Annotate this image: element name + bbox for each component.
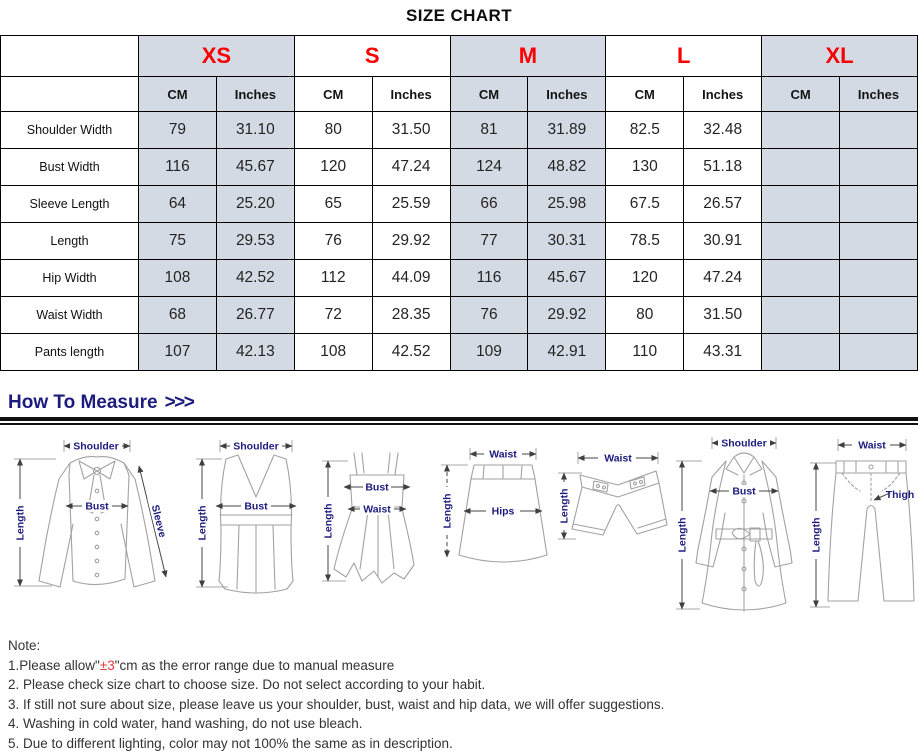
size-value-cell: 42.91 (528, 334, 606, 371)
vest-length-label: Length (196, 505, 209, 541)
notes-heading: Note: (8, 638, 41, 653)
size-value-cell: 78.5 (606, 223, 684, 260)
size-value-cell: 108 (294, 334, 372, 371)
size-value-cell (762, 260, 840, 297)
size-value-cell: 108 (139, 260, 217, 297)
unit-header: Inches (840, 77, 918, 112)
chevron-right-icon: >>> (164, 392, 194, 413)
size-value-cell (762, 186, 840, 223)
size-value-cell: 64 (139, 186, 217, 223)
unit-header: Inches (528, 77, 606, 112)
size-value-cell: 31.50 (372, 112, 450, 149)
size-header-l: L (606, 36, 762, 77)
skirt-diagram (441, 448, 547, 562)
note-line-2: 2. Please check size chart to choose size. Do not select according to your habit. (8, 677, 486, 692)
row-label: Sleeve Length (1, 186, 139, 223)
note-1-tolerance: ±3 (99, 657, 115, 673)
unit-header: Inches (372, 77, 450, 112)
size-value-cell: 72 (294, 297, 372, 334)
size-value-cell: 51.18 (684, 149, 762, 186)
size-value-cell: 107 (139, 334, 217, 371)
note-line-4: 4. Washing in cold water, hand washing, do not use bleach. (8, 716, 363, 731)
size-value-cell: 45.67 (216, 149, 294, 186)
size-value-cell: 120 (294, 149, 372, 186)
table-row (1, 112, 918, 149)
shorts-diagram (558, 452, 667, 539)
size-header-xl: XL (762, 36, 918, 77)
size-value-cell (762, 334, 840, 371)
row-label: Bust Width (1, 149, 139, 186)
size-value-cell: 42.13 (216, 334, 294, 371)
size-value-cell: 31.89 (528, 112, 606, 149)
vest-diagram (196, 440, 296, 593)
size-value-cell: 66 (450, 186, 528, 223)
blouse-length-label: Length (14, 505, 27, 541)
unit-header: Inches (216, 77, 294, 112)
unit-header: CM (606, 77, 684, 112)
size-value-cell: 31.50 (684, 297, 762, 334)
coat-length-label: Length (676, 517, 689, 553)
shorts-waist-label: Waist (604, 452, 632, 465)
size-value-cell: 31.10 (216, 112, 294, 149)
size-value-cell (762, 223, 840, 260)
note-line-3: 3. If still not sure about size, please leave us your shoulder, bust, waist and hip data, we will offer suggestions. (8, 696, 665, 712)
section-divider (0, 417, 918, 425)
size-value-cell: 116 (450, 260, 528, 297)
size-value-cell: 44.09 (372, 260, 450, 297)
size-value-cell: 42.52 (372, 334, 450, 371)
size-value-cell (762, 149, 840, 186)
unit-header: CM (294, 77, 372, 112)
size-value-cell: 75 (139, 223, 217, 260)
coat-diagram (676, 437, 792, 611)
size-value-cell: 30.91 (684, 223, 762, 260)
unit-header: CM (450, 77, 528, 112)
size-value-cell: 116 (139, 149, 217, 186)
size-header-s: S (294, 36, 450, 77)
shorts-length-label: Length (558, 488, 571, 524)
size-value-cell: 67.5 (606, 186, 684, 223)
skirt-length-label: Length (441, 493, 454, 529)
size-value-cell: 112 (294, 260, 372, 297)
size-value-cell: 68 (139, 297, 217, 334)
size-value-cell: 43.31 (684, 334, 762, 371)
row-label: Shoulder Width (1, 112, 139, 149)
table-row (1, 223, 918, 260)
size-value-cell: 130 (606, 149, 684, 186)
unit-header: CM (762, 77, 840, 112)
size-value-cell (840, 334, 918, 371)
size-header-row (1, 36, 918, 77)
size-value-cell (840, 297, 918, 334)
size-value-cell: 25.98 (528, 186, 606, 223)
row-label: Waist Width (1, 297, 139, 334)
size-value-cell: 45.67 (528, 260, 606, 297)
pants-diagram (810, 439, 914, 607)
size-value-cell: 79 (139, 112, 217, 149)
size-value-cell: 76 (450, 297, 528, 334)
vest-shoulder-label: Shoulder (233, 440, 279, 453)
size-value-cell (840, 223, 918, 260)
note-line-1 (8, 656, 908, 676)
blouse-bust-label: Bust (85, 500, 109, 513)
unit-header-row (1, 77, 918, 112)
skirt-waist-label: Waist (489, 448, 517, 461)
row-label: Hip Width (1, 260, 139, 297)
unit-header: Inches (684, 77, 762, 112)
table-row (1, 149, 918, 186)
size-value-cell: 32.48 (684, 112, 762, 149)
size-value-cell: 124 (450, 149, 528, 186)
size-value-cell: 82.5 (606, 112, 684, 149)
size-value-cell: 47.24 (684, 260, 762, 297)
pants-length-label: Length (810, 517, 823, 553)
size-value-cell: 29.53 (216, 223, 294, 260)
table-row (1, 260, 918, 297)
page-title: SIZE CHART (406, 6, 512, 25)
size-value-cell: 81 (450, 112, 528, 149)
corner-cell (1, 77, 139, 112)
size-value-cell: 29.92 (372, 223, 450, 260)
blouse-diagram (14, 440, 171, 587)
vest-bust-label: Bust (244, 500, 268, 513)
size-value-cell (840, 112, 918, 149)
size-value-cell (762, 112, 840, 149)
size-value-cell: 29.92 (528, 297, 606, 334)
how-to-measure-text: How To Measure (8, 392, 158, 413)
size-value-cell: 25.59 (372, 186, 450, 223)
pants-thigh-label: Thigh (885, 489, 915, 501)
row-label: Length (1, 223, 139, 260)
size-value-cell: 65 (294, 186, 372, 223)
note-line-5: 5. Due to different lighting, color may not 100% the same as in description. (8, 735, 453, 751)
size-value-cell: 77 (450, 223, 528, 260)
corner-cell (1, 36, 139, 77)
size-value-cell: 25.20 (216, 186, 294, 223)
size-value-cell: 30.31 (528, 223, 606, 260)
unit-header: CM (139, 77, 217, 112)
blouse-shoulder-label: Shoulder (73, 440, 119, 453)
size-header-xs: XS (139, 36, 295, 77)
how-to-measure-heading (8, 392, 918, 414)
skirt-hips-label: Hips (491, 505, 515, 518)
pants-waist-label: Waist (858, 439, 886, 452)
table-row (1, 297, 918, 334)
size-value-cell (840, 149, 918, 186)
dress-diagram (322, 453, 414, 583)
size-value-cell: 26.77 (216, 297, 294, 334)
notes-section (8, 636, 908, 753)
dress-waist-label: Waist (363, 503, 391, 516)
dress-bust-label: Bust (365, 481, 389, 494)
size-value-cell: 76 (294, 223, 372, 260)
size-value-cell: 26.57 (684, 186, 762, 223)
size-value-cell (840, 260, 918, 297)
blouse-sleeve-label: Sleeve (148, 503, 169, 539)
size-value-cell (840, 186, 918, 223)
size-value-cell: 80 (606, 297, 684, 334)
size-value-cell: 120 (606, 260, 684, 297)
size-value-cell (762, 297, 840, 334)
size-value-cell: 80 (294, 112, 372, 149)
size-value-cell: 109 (450, 334, 528, 371)
table-row (1, 186, 918, 223)
table-row (1, 334, 918, 371)
size-value-cell: 28.35 (372, 297, 450, 334)
coat-shoulder-label: Shoulder (721, 437, 767, 450)
dress-length-label: Length (322, 503, 335, 539)
size-chart-table (0, 35, 918, 371)
note-1-prefix: 1.Please allow" (8, 657, 100, 673)
size-value-cell: 110 (606, 334, 684, 371)
size-value-cell: 47.24 (372, 149, 450, 186)
how-to-measure-diagrams (0, 429, 918, 629)
note-1-suffix: "cm as the error range due to manual measure (114, 657, 395, 673)
size-value-cell: 48.82 (528, 149, 606, 186)
size-value-cell: 42.52 (216, 260, 294, 297)
size-header-m: M (450, 36, 606, 77)
coat-bust-label: Bust (732, 485, 756, 498)
row-label: Pants length (1, 334, 139, 371)
